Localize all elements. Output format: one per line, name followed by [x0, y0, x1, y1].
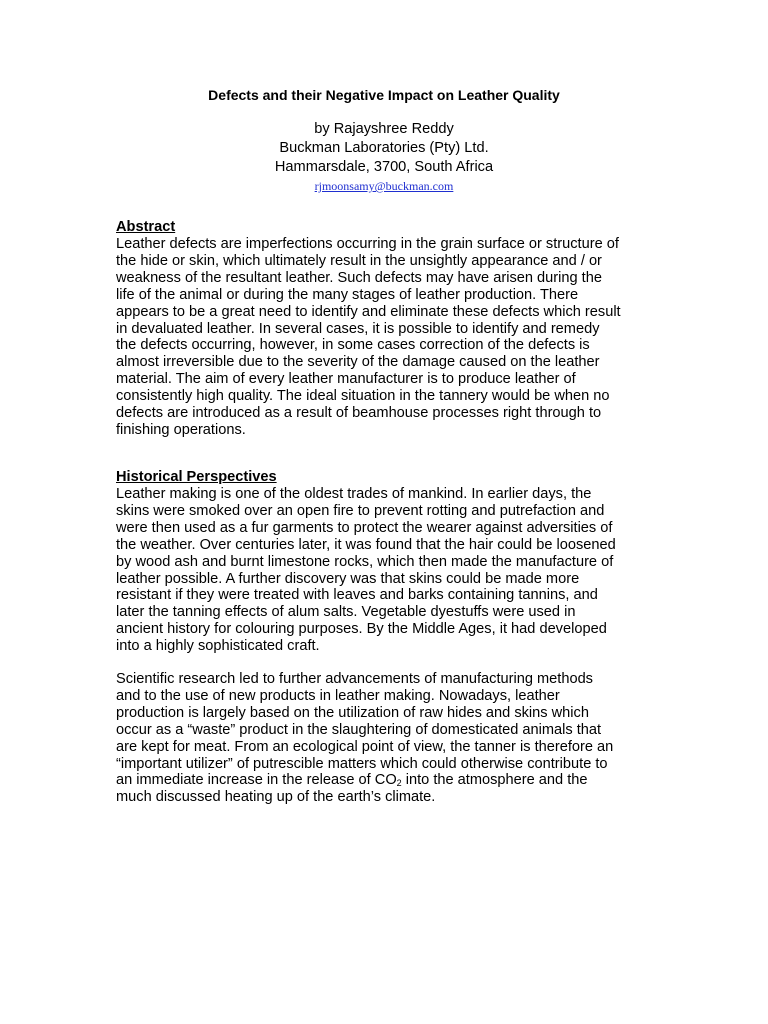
historical-line: much discussed heating up of the earth’s climate. — [116, 789, 436, 806]
historical-line: resistant if they were treated with leaves and barks containing tannins, and — [116, 587, 598, 604]
historical-line: production is largely based on the utilization of raw hides and skins which — [116, 704, 589, 721]
historical-line: into a highly sophisticated craft. — [116, 638, 320, 655]
historical-line: “important utilizer” of putrescible matters which could otherwise contribute to — [116, 755, 608, 772]
abstract-line: Leather defects are imperfections occurring in the grain surface or structure of — [116, 236, 619, 252]
historical-line: by wood ash and burnt limestone rocks, which then made the manufacture of — [116, 553, 614, 570]
historical-line: the weather. Over centuries later, it was found that the hair could be loosened — [116, 536, 616, 553]
historical-line: skins were smoked over an open fire to prevent rotting and putrefaction and — [116, 502, 605, 519]
abstract-line: the defects occurring, however, in some cases correction of the defects is — [116, 337, 590, 354]
abstract-line: consistently high quality. The ideal situation in the tannery would be when no — [116, 388, 610, 405]
email-link[interactable]: rjmoonsamy@buckman.com — [314, 179, 454, 193]
historical-line: ancient history for colouring purposes. By the Middle Ages, it had developed — [116, 621, 607, 638]
organization-line: Buckman Laboratories (Pty) Ltd. — [279, 140, 489, 156]
historical-line: leather possible. A further discovery was that skins could be made more — [116, 570, 580, 587]
document-title: Defects and their Negative Impact on Leather Quality — [208, 87, 560, 103]
abstract-line: material. The aim of every leather manufacturer is to produce leather of — [116, 371, 576, 388]
co2-line-after: into the atmosphere and the — [401, 772, 588, 789]
historical-line: and to the use of new products in leather making. Nowadays, leather — [116, 687, 560, 704]
abstract-line: life of the animal or during the many stages of leather production. There — [116, 286, 579, 303]
abstract-line: defects are introduced as a result of beamhouse processes right through to — [116, 405, 602, 422]
historical-line: were then used as a fur garments to protect the wearer against adversities of — [116, 519, 613, 536]
historical-paragraph-1 — [116, 486, 656, 655]
historical-line: Scientific research led to further advancements of manufacturing methods — [116, 671, 593, 687]
co2-line-before: an immediate increase in the release of CO — [116, 772, 397, 789]
abstract-line: the hide or skin, which ultimately result in the unsightly appearance and / or — [116, 252, 602, 269]
abstract-line: weakness of the resultant leather. Such defects may have arisen during the — [116, 269, 602, 286]
co2-subscript: 2 — [396, 778, 402, 789]
abstract-line: in devaluated leather. In several cases, it is possible to identify and remedy — [116, 320, 600, 337]
byline — [0, 120, 768, 196]
historical-paragraph-2 — [116, 671, 656, 806]
abstract-heading: Abstract — [116, 219, 176, 235]
abstract-line: finishing operations. — [116, 421, 246, 438]
address-line: Hammarsdale, 3700, South Africa — [274, 159, 494, 175]
author-line: by Rajayshree Reddy — [314, 121, 454, 137]
historical-line: later the tanning effects of alum salts. Vegetable dyestuffs were used in — [116, 604, 576, 621]
co2-line — [116, 772, 656, 789]
historical-line: occur as a “waste” product in the slaughtering of domesticated animals that — [116, 721, 602, 738]
historical-heading: Historical Perspectives — [116, 469, 277, 485]
abstract-body — [116, 236, 656, 439]
abstract-line: almost irreversible due to the severity of the damage caused on the leather — [116, 354, 600, 371]
historical-line: are kept for meat. From an ecological point of view, the tanner is therefore an — [116, 738, 614, 755]
abstract-line: appears to be a great need to identify and eliminate these defects which result — [116, 303, 621, 320]
historical-line: Leather making is one of the oldest trades of mankind. In earlier days, the — [116, 486, 592, 502]
